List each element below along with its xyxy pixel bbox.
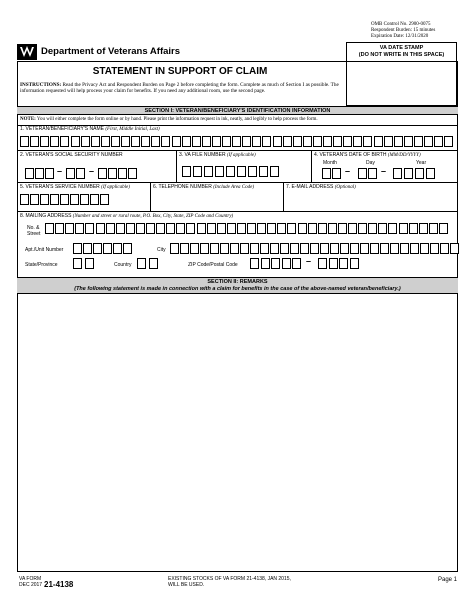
city-char-box[interactable] bbox=[280, 243, 289, 254]
city-char-box[interactable] bbox=[350, 243, 359, 254]
name-char-box[interactable] bbox=[202, 136, 211, 147]
street-char-box[interactable] bbox=[217, 223, 226, 234]
form-title: STATEMENT IN SUPPORT OF CLAIM bbox=[92, 66, 268, 77]
va-header bbox=[17, 44, 337, 60]
name-char-box[interactable] bbox=[60, 136, 69, 147]
stamp-note: (DO NOT WRITE IN THIS SPACE) bbox=[358, 52, 445, 58]
street-char-box[interactable] bbox=[419, 223, 428, 234]
ssn-char-box[interactable] bbox=[118, 168, 127, 179]
name-char-box[interactable] bbox=[30, 136, 39, 147]
street-char-box[interactable] bbox=[126, 223, 135, 234]
service-number-char-box[interactable] bbox=[50, 194, 59, 205]
va-seal-icon bbox=[17, 44, 37, 60]
service-number-char-box[interactable] bbox=[70, 194, 79, 205]
street-char-box[interactable] bbox=[308, 223, 317, 234]
field-3-label-text: 3. VA FILE NUMBER bbox=[179, 152, 226, 158]
country-char-box[interactable] bbox=[137, 258, 146, 269]
service-number-char-box[interactable] bbox=[40, 194, 49, 205]
section-1-note bbox=[20, 117, 318, 122]
street-label-1: No. & bbox=[27, 225, 40, 231]
street-char-box[interactable] bbox=[65, 223, 74, 234]
city-char-box[interactable] bbox=[430, 243, 439, 254]
field-3-hint: (If applicable) bbox=[226, 153, 256, 158]
name-char-box[interactable] bbox=[262, 136, 271, 147]
name-char-box[interactable] bbox=[444, 136, 453, 147]
instructions bbox=[20, 82, 340, 94]
street-char-box[interactable] bbox=[368, 223, 377, 234]
city-char-box[interactable] bbox=[380, 243, 389, 254]
street-char-box[interactable] bbox=[328, 223, 337, 234]
street-char-box[interactable] bbox=[399, 223, 408, 234]
state-label: State/Province bbox=[25, 262, 58, 268]
street-char-box[interactable] bbox=[146, 223, 155, 234]
state-char-box[interactable] bbox=[73, 258, 82, 269]
service-number-char-box[interactable] bbox=[90, 194, 99, 205]
field-1-label-text: 1. VETERAN/BENEFICIARY'S NAME bbox=[20, 126, 104, 132]
city-char-box[interactable] bbox=[420, 243, 429, 254]
service-number-char-box[interactable] bbox=[20, 194, 29, 205]
city-char-box[interactable] bbox=[330, 243, 339, 254]
city-char-box[interactable] bbox=[310, 243, 319, 254]
field-6-hint: (Include Area Code) bbox=[213, 185, 255, 190]
field-4-label bbox=[314, 152, 421, 158]
form-date: DEC 2017 bbox=[19, 582, 43, 588]
file-number-char-box[interactable] bbox=[226, 166, 235, 177]
field-1-hint: (First, Middle Initial, Last) bbox=[105, 127, 160, 132]
field-1-label bbox=[20, 126, 160, 132]
apt-char-box[interactable] bbox=[103, 243, 112, 254]
name-char-box[interactable] bbox=[293, 136, 302, 147]
name-char-box[interactable] bbox=[374, 136, 383, 147]
city-char-box[interactable] bbox=[440, 243, 449, 254]
field-7-hint: (Optional) bbox=[334, 185, 356, 190]
remarks-textarea[interactable] bbox=[17, 295, 458, 572]
name-char-box[interactable] bbox=[50, 136, 59, 147]
omb-info bbox=[371, 22, 435, 40]
section-2-note: (The following statement is made in connection with a claim for benefits in the case of the above-named veteran/beneficiary.) bbox=[74, 286, 401, 292]
telephone-input[interactable] bbox=[153, 191, 281, 209]
name-char-box[interactable] bbox=[151, 136, 160, 147]
zip-char-box[interactable] bbox=[318, 258, 327, 269]
street-char-box[interactable] bbox=[277, 223, 286, 234]
name-char-box[interactable] bbox=[424, 136, 433, 147]
name-char-box[interactable] bbox=[111, 136, 120, 147]
name-char-box[interactable] bbox=[363, 136, 372, 147]
city-char-box[interactable] bbox=[390, 243, 399, 254]
section-2-header bbox=[17, 277, 458, 294]
stamp-title: VA DATE STAMP bbox=[379, 45, 424, 51]
field-4-hint: (MM/DD/YYYY) bbox=[387, 153, 421, 158]
ssn-char-box[interactable] bbox=[108, 168, 117, 179]
name-char-box[interactable] bbox=[414, 136, 423, 147]
name-char-box[interactable] bbox=[313, 136, 322, 147]
name-char-box[interactable] bbox=[20, 136, 29, 147]
ssn-char-box[interactable] bbox=[66, 168, 75, 179]
divider bbox=[311, 150, 312, 182]
name-char-box[interactable] bbox=[242, 136, 251, 147]
name-char-box[interactable] bbox=[353, 136, 362, 147]
omb-expiration-date: Expiration Date: 12/31/2020 bbox=[371, 34, 429, 39]
city-char-box[interactable] bbox=[340, 243, 349, 254]
dob-char-box[interactable] bbox=[426, 168, 435, 179]
dob-day-label: Day bbox=[366, 160, 375, 166]
dob-char-box[interactable] bbox=[332, 168, 341, 179]
dob-char-box[interactable] bbox=[368, 168, 377, 179]
name-char-box[interactable] bbox=[71, 136, 80, 147]
form-number: 21-4138 bbox=[44, 580, 74, 589]
country-label: Country bbox=[114, 262, 132, 268]
city-char-box[interactable] bbox=[270, 243, 279, 254]
street-char-box[interactable] bbox=[287, 223, 296, 234]
apt-char-box[interactable] bbox=[113, 243, 122, 254]
city-char-box[interactable] bbox=[260, 243, 269, 254]
street-char-box[interactable] bbox=[75, 223, 84, 234]
service-number-char-box[interactable] bbox=[100, 194, 109, 205]
service-number-char-box[interactable] bbox=[60, 194, 69, 205]
street-char-box[interactable] bbox=[318, 223, 327, 234]
city-char-box[interactable] bbox=[370, 243, 379, 254]
email-input[interactable] bbox=[286, 191, 456, 209]
field-8-label bbox=[20, 213, 233, 219]
name-char-box[interactable] bbox=[222, 136, 231, 147]
city-label: City bbox=[157, 247, 166, 253]
department-name: Department of Veterans Affairs bbox=[41, 46, 181, 57]
note-text: You will either complete the form online or by hand. Please print the information request in ink, neatly, and legibly to help process the form. bbox=[35, 117, 318, 122]
divider bbox=[176, 150, 177, 182]
street-char-box[interactable] bbox=[378, 223, 387, 234]
name-char-box[interactable] bbox=[81, 136, 90, 147]
field-5-label bbox=[20, 184, 130, 190]
city-char-box[interactable] bbox=[320, 243, 329, 254]
instructions-lead: INSTRUCTIONS: bbox=[20, 82, 62, 88]
apt-char-box[interactable] bbox=[73, 243, 82, 254]
omb-control-number: OMB Control No. 2900-0075 bbox=[371, 22, 431, 27]
street-char-box[interactable] bbox=[247, 223, 256, 234]
apt-label: Apt./Unit Number bbox=[25, 247, 64, 253]
dob-char-box[interactable] bbox=[322, 168, 331, 179]
divider bbox=[17, 150, 458, 151]
file-number-char-box[interactable] bbox=[215, 166, 224, 177]
page-number: Page 1 bbox=[438, 577, 458, 583]
city-char-box[interactable] bbox=[450, 243, 459, 254]
file-number-char-box[interactable] bbox=[270, 166, 279, 177]
street-char-box[interactable] bbox=[257, 223, 266, 234]
field-5-hint: (If applicable) bbox=[101, 185, 130, 190]
street-char-box[interactable] bbox=[298, 223, 307, 234]
street-char-box[interactable] bbox=[166, 223, 175, 234]
street-char-box[interactable] bbox=[96, 223, 105, 234]
street-char-box[interactable] bbox=[409, 223, 418, 234]
field-5-label-text: 5. VETERAN'S SERVICE NUMBER bbox=[20, 184, 100, 190]
name-char-box[interactable] bbox=[252, 136, 261, 147]
field-3-label bbox=[179, 152, 256, 158]
zip-char-box[interactable] bbox=[292, 258, 301, 269]
file-number-char-box[interactable] bbox=[182, 166, 191, 177]
city-char-box[interactable] bbox=[240, 243, 249, 254]
field-8-label-text: 8. MAILING ADDRESS bbox=[20, 213, 72, 219]
street-char-box[interactable] bbox=[227, 223, 236, 234]
name-char-box[interactable] bbox=[161, 136, 170, 147]
name-char-box[interactable] bbox=[192, 136, 201, 147]
section-1-header: SECTION I: VETERAN/BENEFICIARY'S IDENTIFICATION INFORMATION bbox=[17, 106, 458, 115]
file-number-char-box[interactable] bbox=[204, 166, 213, 177]
city-char-box[interactable] bbox=[190, 243, 199, 254]
street-char-box[interactable] bbox=[176, 223, 185, 234]
separator-dash: – bbox=[306, 256, 312, 266]
divider bbox=[17, 182, 458, 183]
name-char-box[interactable] bbox=[182, 136, 191, 147]
dob-year-label: Year bbox=[416, 160, 427, 166]
zip-char-box[interactable] bbox=[329, 258, 338, 269]
divider bbox=[150, 182, 151, 211]
city-char-box[interactable] bbox=[360, 243, 369, 254]
street-char-box[interactable] bbox=[358, 223, 367, 234]
dob-char-box[interactable] bbox=[415, 168, 424, 179]
city-char-box[interactable] bbox=[400, 243, 409, 254]
form-id-block bbox=[19, 576, 42, 588]
city-char-box[interactable] bbox=[300, 243, 309, 254]
separator-dash: – bbox=[57, 166, 63, 176]
dob-month-label: Month bbox=[323, 160, 337, 166]
zip-char-box[interactable] bbox=[282, 258, 291, 269]
street-char-box[interactable] bbox=[116, 223, 125, 234]
name-char-box[interactable] bbox=[303, 136, 312, 147]
city-char-box[interactable] bbox=[210, 243, 219, 254]
street-label-2: Street bbox=[27, 231, 41, 237]
street-char-box[interactable] bbox=[207, 223, 216, 234]
street-char-box[interactable] bbox=[237, 223, 246, 234]
field-4-label-text: 4. VETERAN'S DATE OF BIRTH bbox=[314, 152, 387, 158]
street-char-box[interactable] bbox=[186, 223, 195, 234]
name-char-box[interactable] bbox=[212, 136, 221, 147]
street-char-box[interactable] bbox=[267, 223, 276, 234]
city-char-box[interactable] bbox=[410, 243, 419, 254]
field-6-label bbox=[153, 184, 254, 190]
street-char-box[interactable] bbox=[388, 223, 397, 234]
street-char-box[interactable] bbox=[348, 223, 357, 234]
section-2-title: SECTION II: REMARKS bbox=[207, 279, 268, 285]
separator-dash: – bbox=[89, 166, 95, 176]
name-char-box[interactable] bbox=[434, 136, 443, 147]
name-char-box[interactable] bbox=[404, 136, 413, 147]
omb-respondent-burden: Respondent Burden: 15 minutes bbox=[371, 28, 436, 33]
name-char-box[interactable] bbox=[394, 136, 403, 147]
street-char-box[interactable] bbox=[106, 223, 115, 234]
name-char-box[interactable] bbox=[101, 136, 110, 147]
street-char-box[interactable] bbox=[439, 223, 448, 234]
city-char-box[interactable] bbox=[180, 243, 189, 254]
field-8-hint: (Number and street or rural route, P.O. Box, City, State, ZIP Code and Country) bbox=[72, 214, 234, 219]
divider bbox=[283, 182, 284, 211]
name-char-box[interactable] bbox=[121, 136, 130, 147]
apt-char-box[interactable] bbox=[93, 243, 102, 254]
ssn-char-box[interactable] bbox=[25, 168, 34, 179]
street-char-box[interactable] bbox=[55, 223, 64, 234]
name-char-box[interactable] bbox=[343, 136, 352, 147]
file-number-char-box[interactable] bbox=[259, 166, 268, 177]
separator-dash: – bbox=[381, 166, 387, 176]
street-char-box[interactable] bbox=[85, 223, 94, 234]
field-2-label-text: 2. VETERAN'S SOCIAL SECURITY NUMBER bbox=[20, 152, 123, 158]
city-char-box[interactable] bbox=[290, 243, 299, 254]
state-char-box[interactable] bbox=[85, 258, 94, 269]
street-char-box[interactable] bbox=[338, 223, 347, 234]
field-6-label-text: 6. TELEPHONE NUMBER bbox=[153, 184, 212, 190]
street-char-box[interactable] bbox=[429, 223, 438, 234]
file-number-char-box[interactable] bbox=[237, 166, 246, 177]
city-char-box[interactable] bbox=[230, 243, 239, 254]
name-char-box[interactable] bbox=[384, 136, 393, 147]
ssn-char-box[interactable] bbox=[35, 168, 44, 179]
ssn-char-box[interactable] bbox=[76, 168, 85, 179]
divider bbox=[17, 211, 458, 212]
separator-dash: – bbox=[345, 166, 351, 176]
field-7-label-text: 7. E-MAIL ADDRESS bbox=[286, 184, 334, 190]
instructions-text: Read the Privacy Act and Respondent Burden on Page 2 before completing the form. Complete as much of Section I as possible. The information requested will help process your claim for benefits. If you need any additional room, use the second page. bbox=[20, 82, 339, 95]
name-char-box[interactable] bbox=[283, 136, 292, 147]
zip-char-box[interactable] bbox=[250, 258, 259, 269]
dob-char-box[interactable] bbox=[393, 168, 402, 179]
service-number-char-box[interactable] bbox=[30, 194, 39, 205]
zip-char-box[interactable] bbox=[339, 258, 348, 269]
street-char-box[interactable] bbox=[136, 223, 145, 234]
zip-char-box[interactable] bbox=[261, 258, 270, 269]
city-char-box[interactable] bbox=[200, 243, 209, 254]
zip-char-box[interactable] bbox=[350, 258, 359, 269]
file-number-char-box[interactable] bbox=[193, 166, 202, 177]
street-char-box[interactable] bbox=[197, 223, 206, 234]
existing-stocks-line-1: EXISTING STOCKS OF VA FORM 21-4138, JAN 2015, bbox=[168, 576, 291, 582]
zip-label: ZIP Code/Postal Code bbox=[188, 262, 238, 268]
city-char-box[interactable] bbox=[220, 243, 229, 254]
name-char-box[interactable] bbox=[273, 136, 282, 147]
name-char-box[interactable] bbox=[91, 136, 100, 147]
name-char-box[interactable] bbox=[40, 136, 49, 147]
street-char-box[interactable] bbox=[45, 223, 54, 234]
form-label: VA FORM bbox=[19, 576, 42, 582]
name-char-box[interactable] bbox=[232, 136, 241, 147]
name-char-box[interactable] bbox=[131, 136, 140, 147]
name-char-box[interactable] bbox=[323, 136, 332, 147]
ssn-char-box[interactable] bbox=[45, 168, 54, 179]
street-char-box[interactable] bbox=[156, 223, 165, 234]
note-lead: NOTE: bbox=[20, 117, 36, 122]
ssn-char-box[interactable] bbox=[128, 168, 137, 179]
country-char-box[interactable] bbox=[149, 258, 158, 269]
name-char-box[interactable] bbox=[141, 136, 150, 147]
apt-char-box[interactable] bbox=[83, 243, 92, 254]
zip-char-box[interactable] bbox=[271, 258, 280, 269]
city-char-box[interactable] bbox=[170, 243, 179, 254]
existing-stocks-note bbox=[168, 576, 291, 588]
existing-stocks-line-2: WILL BE USED. bbox=[168, 582, 205, 588]
service-number-char-box[interactable] bbox=[80, 194, 89, 205]
field-7-label bbox=[286, 184, 356, 190]
file-number-char-box[interactable] bbox=[248, 166, 257, 177]
city-char-box[interactable] bbox=[250, 243, 259, 254]
apt-char-box[interactable] bbox=[123, 243, 132, 254]
name-char-box[interactable] bbox=[333, 136, 342, 147]
name-char-box[interactable] bbox=[172, 136, 181, 147]
dob-char-box[interactable] bbox=[404, 168, 413, 179]
dob-char-box[interactable] bbox=[358, 168, 367, 179]
field-2-label bbox=[20, 152, 123, 158]
ssn-char-box[interactable] bbox=[98, 168, 107, 179]
